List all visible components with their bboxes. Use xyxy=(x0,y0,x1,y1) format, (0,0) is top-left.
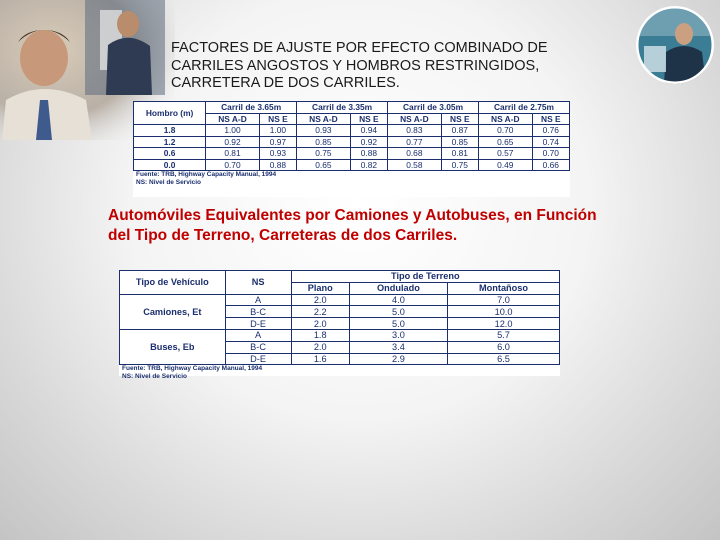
factor-cell: 0.87 xyxy=(441,125,478,137)
factor-cell: 1.00 xyxy=(206,125,260,137)
factor-cell: 0.93 xyxy=(297,125,351,137)
vehicle-group-cell: Buses, Eb xyxy=(120,329,226,364)
ns-subheader: NS E xyxy=(441,113,478,125)
carril-header: Carril de 3.35m xyxy=(297,102,388,114)
montanoso-cell: 7.0 xyxy=(448,294,560,306)
ns-cell: A xyxy=(225,329,291,341)
ns-subheader: NS A-D xyxy=(206,113,260,125)
adjustment-factors-table xyxy=(133,101,570,197)
montanoso-cell: 6.5 xyxy=(448,353,560,365)
factor-cell: 0.85 xyxy=(441,136,478,148)
factor-cell: 0.82 xyxy=(350,159,387,171)
ondulado-cell: 3.4 xyxy=(349,341,447,353)
plano-cell: 1.8 xyxy=(291,329,349,341)
factor-cell: 0.81 xyxy=(441,148,478,160)
factor-cell: 0.66 xyxy=(532,159,569,171)
factor-cell: 0.74 xyxy=(532,136,569,148)
hombro-cell: 1.2 xyxy=(134,136,206,148)
factor-cell: 0.85 xyxy=(297,136,351,148)
factor-cell: 0.68 xyxy=(388,148,442,160)
factor-cell: 0.81 xyxy=(206,148,260,160)
hombro-cell: 0.6 xyxy=(134,148,206,160)
hombro-cell: 1.8 xyxy=(134,125,206,137)
ondulado-cell: 4.0 xyxy=(349,294,447,306)
factor-cell: 0.70 xyxy=(478,125,532,137)
vehicle-group-cell: Camiones, Et xyxy=(120,294,226,329)
ns-subheader: NS E xyxy=(350,113,387,125)
ondulado-cell: 2.9 xyxy=(349,353,447,365)
factor-cell: 0.83 xyxy=(388,125,442,137)
ns-subheader: NS A-D xyxy=(388,113,442,125)
ondulado-cell: 5.0 xyxy=(349,306,447,318)
factor-cell: 0.75 xyxy=(297,148,351,160)
plano-cell: 2.2 xyxy=(291,306,349,318)
montanoso-cell: 5.7 xyxy=(448,329,560,341)
factor-cell: 0.88 xyxy=(350,148,387,160)
factor-cell: 0.97 xyxy=(259,136,296,148)
montanoso-cell: 12.0 xyxy=(448,318,560,330)
ondulado-cell: 5.0 xyxy=(349,318,447,330)
montanoso-header: Montañoso xyxy=(448,282,560,294)
ns-subheader: NS E xyxy=(259,113,296,125)
factor-cell: 0.75 xyxy=(441,159,478,171)
plano-cell: 2.0 xyxy=(291,341,349,353)
ns-cell: D-E xyxy=(225,318,291,330)
plano-cell: 1.6 xyxy=(291,353,349,365)
factor-cell: 0.70 xyxy=(206,159,260,171)
factor-cell: 0.92 xyxy=(350,136,387,148)
source-note: Fuente: TRB, Highway Capacity Manual, 1994 xyxy=(122,365,263,373)
table-row xyxy=(134,136,570,148)
ns-note: NS: Nivel de Servicio xyxy=(136,178,202,186)
carril-header: Carril de 2.75m xyxy=(478,102,569,114)
ns-cell: D-E xyxy=(225,353,291,365)
source-note: Fuente: TRB, Highway Capacity Manual, 1994 xyxy=(136,171,277,178)
table-row xyxy=(120,294,560,306)
table-row xyxy=(134,159,570,171)
carril-header: Carril de 3.05m xyxy=(388,102,479,114)
terreno-header: Tipo de Terreno xyxy=(291,271,559,283)
factor-cell: 0.93 xyxy=(259,148,296,160)
ondulado-cell: 3.0 xyxy=(349,329,447,341)
plano-cell: 2.0 xyxy=(291,318,349,330)
vehiculo-header: Tipo de Vehículo xyxy=(120,271,226,295)
table-row xyxy=(134,125,570,137)
factor-cell: 0.94 xyxy=(350,125,387,137)
factor-cell: 0.65 xyxy=(297,159,351,171)
factor-cell: 0.77 xyxy=(388,136,442,148)
ns-subheader: NS A-D xyxy=(478,113,532,125)
montanoso-cell: 6.0 xyxy=(448,341,560,353)
section-subtitle: Automóviles Equivalentes por Camiones y Autobuses, en Función del Tipo de Terreno, Carreteras de dos Carriles. xyxy=(108,207,597,244)
ns-note: NS: Nivel de Servicio xyxy=(122,372,188,380)
ns-cell: B-C xyxy=(225,341,291,353)
factor-cell: 0.88 xyxy=(259,159,296,171)
hombro-header: Hombro (m) xyxy=(134,102,206,125)
plano-cell: 2.0 xyxy=(291,294,349,306)
carril-header: Carril de 3.65m xyxy=(206,102,297,114)
ns-subheader: NS E xyxy=(532,113,569,125)
table-row xyxy=(120,329,560,341)
hombro-cell: 0.0 xyxy=(134,159,206,171)
factor-cell: 0.58 xyxy=(388,159,442,171)
factor-cell: 0.70 xyxy=(532,148,569,160)
factor-cell: 0.76 xyxy=(532,125,569,137)
equivalents-table xyxy=(119,270,560,380)
ns-cell: A xyxy=(225,294,291,306)
ns-header: NS xyxy=(225,271,291,295)
slide-title: FACTORES DE AJUSTE POR EFECTO COMBINADO DE CARRILES ANGOSTOS Y HOMBROS RESTRINGIDOS, CARRETERA DE DOS CARRILES. xyxy=(171,40,548,91)
table-row xyxy=(134,148,570,160)
factor-cell: 1.00 xyxy=(259,125,296,137)
office-worker-photo xyxy=(636,6,714,84)
ns-subheader: NS A-D xyxy=(297,113,351,125)
ondulado-header: Ondulado xyxy=(349,282,447,294)
montanoso-cell: 10.0 xyxy=(448,306,560,318)
ns-cell: B-C xyxy=(225,306,291,318)
factor-cell: 0.65 xyxy=(478,136,532,148)
factor-cell: 0.57 xyxy=(478,148,532,160)
factor-cell: 0.92 xyxy=(206,136,260,148)
factor-cell: 0.49 xyxy=(478,159,532,171)
plano-header: Plano xyxy=(291,282,349,294)
